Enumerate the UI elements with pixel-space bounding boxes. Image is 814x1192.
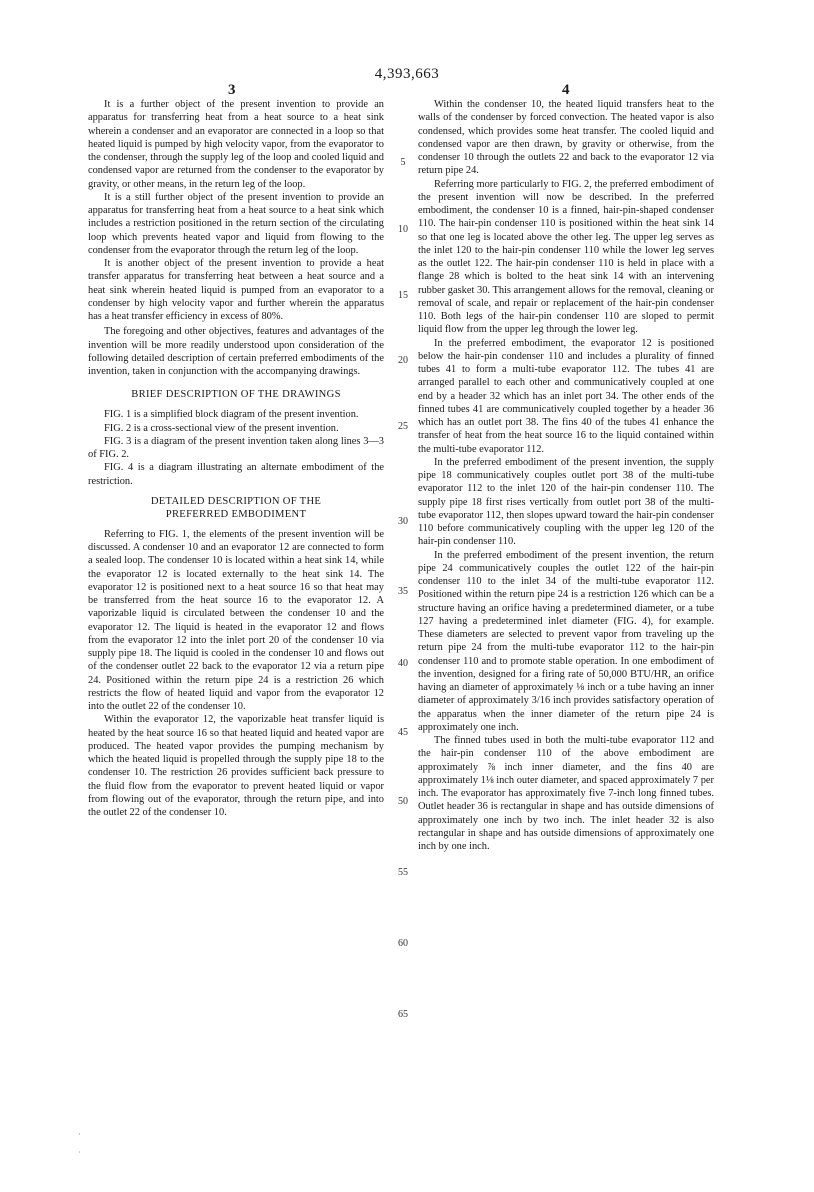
line-number: 25 — [398, 421, 408, 432]
column-number-right: 4 — [562, 82, 570, 98]
column-number-left: 3 — [228, 82, 236, 98]
scan-speck: · — [78, 1130, 81, 1139]
left-text-column — [88, 98, 384, 819]
paragraph: In the preferred embodiment, the evaporator 12 is positioned below the hair-pin condenser 110 and includes a plurality of finned tubes 41 to form a multi-tube evaporator 112. The tubes 41 are arranged parallel to each other and communicatively coupled at one end by a header 32 which has an inlet port 34. The other ends of the finned tubes 41 are communicatively coupled together by a header 36 which has an outlet port 38. The fins 40 of the tubes 41 enhance the transfer of heat from the heat source 16 to the liquid contained within the multi-tube evaporator 112. — [418, 337, 714, 455]
line-number: 20 — [398, 355, 408, 366]
line-number: 35 — [398, 586, 408, 597]
paragraph: In the preferred embodiment of the present invention, the return pipe 24 communicatively couples the outlet 122 of the hair-pin condenser 110 to the inlet 34 of the multi-tube evaporator 112. Positioned within the return pipe 24 is a restriction 126 which can be a structure having an orifice having a predetermined diameter, or a tube 127 having a predetermined inlet diameter (FIG. 4), for example. These diameters are selected to prevent vapor from traveling up the return pipe 24 from the multi-tube evaporator 112 to the hair-pin condenser 110 and to promote stable operation. In one embodiment of the invention, designed for a firing rate of 50,000 BTU/HR, an orifice having an diameter of approximately ⅛ inch or a tube having an inner diameter of approximately 3/16 inch provides satisfactory operation of the apparatus when the inner diameter of the return pipe 24 is approximately one inch. — [418, 549, 714, 733]
paragraph: FIG. 4 is a diagram illustrating an alternate embodiment of the restriction. — [88, 462, 384, 487]
paragraph: Referring to FIG. 1, the elements of the present invention will be discussed. A condenser 10 and an evaporator 12 are connected to form a sealed loop. The condenser 10 is located within a heat sink 14, while the evaporator 12 is located externally to the heat sink 14. The evaporator 12 is positioned next to a heat source 16 so that heat may be transferred from the heat source 16 to the evaporator 12. A vaporizable liquid is circulated between the condenser 10 and the evaporator 12. The liquid is heated in the evaporator 12 and flows from the evaporator 12 into the inlet port 20 of the condenser 10 via supply pipe 18. The liquid is cooled in the condenser 10 and flows out of the condenser outlet 22 back to the evaporator 12 via a return pipe 24. Positioned within the return pipe 24 is a restriction 26 which restricts the flow of heated liquid and vapor from the evaporator 12 into the outlet 22 of the condenser 10. — [88, 528, 384, 712]
line-number: 55 — [398, 867, 408, 878]
paragraph: FIG. 2 is a cross-sectional view of the present invention. — [104, 422, 339, 434]
line-number: 40 — [398, 658, 408, 669]
paragraph: The finned tubes used in both the multi-tube evaporator 112 and the hair-pin condenser 110 of the above embodiment are approximately ⅞ inch inner diameter, and the fins 40 are approximately 1⅛ inch outer diameter, and spaced approximately 7 per inch. The evaporator has approximately five 7-inch long finned tubes. Outlet header 36 is rectangular in shape and has outside dimensions of approximately one inch by two inch. The inlet header 32 is also rectangular in shape and has outside dimensions of approximately one inch by one inch. — [418, 735, 714, 852]
paragraph: FIG. 1 is a simplified block diagram of the present invention. — [104, 409, 359, 421]
line-number: 60 — [398, 938, 408, 949]
section-heading-detailed-description: DETAILED DESCRIPTION OF THE PREFERRED EMBODIMENT — [150, 495, 322, 520]
line-number: 30 — [398, 516, 408, 527]
paragraph: The foregoing and other objectives, features and advantages of the invention will be more readily understood upon consideration of the following detailed description of certain preferred embodiments of the invention, taken in conjunction with the accompanying drawings. — [88, 326, 384, 377]
right-text-column — [418, 98, 714, 853]
paragraph: It is a still further object of the present invention to provide an apparatus for transferring heat from a heat source to a heat sink which includes a restriction positioned in the return section of the circulating loop which prevents heated vapor and liquid from flowing to the condenser from the evaporator through the return leg of the loop. — [88, 191, 384, 256]
paragraph: It is a further object of the present invention to provide an apparatus for transferring heat from a heat source to a heat sink wherein a condenser and an evaporator are connected in a loop so that heated liquid is pumped by high velocity vapor, from the evaporator to the condenser, through the supply leg of the loop and cooled liquid and condensed vapor are returned from the condenser to the evaporator by gravity, or other means, in the return leg of the loop. — [88, 99, 384, 190]
scan-speck: · — [78, 1148, 81, 1157]
paragraph: Within the condenser 10, the heated liquid transfers heat to the walls of the condenser by forced convection. The heated vapor is also condensed, which provides some heat transfer. The cooled liquid and condensed vapor are then drawn, by gravity or otherwise, from the condenser 10 through the outlets 22 and back to the evaporator 12 via return pipe 24. — [418, 99, 714, 177]
paragraph: Referring more particularly to FIG. 2, the preferred embodiment of the present invention will now be described. In the preferred embodiment, the condenser 10 is a finned, hair-pin-shaped condenser 110. The hair-pin condenser 110 is positioned within the heat sink 14 so that one leg is located above the other leg. The upper leg serves as the inlet 120 to the hair-pin condenser 110 while the lower leg serves as the outlet 122. The hair-pin condenser 110 is held in place with a flange 28 which is bolted to the heat sink 14 with an intervening rubber gasket 30. This arrangement allows for the removal, cleaning or removal of scale, and repair or replacement of the hair-pin condenser 110. Both legs of the hair-pin condenser 110 are sloped to permit liquid flow from the upper leg through the lower leg. — [418, 178, 714, 336]
section-heading-brief-description: BRIEF DESCRIPTION OF THE DRAWINGS — [131, 389, 341, 401]
line-number: 15 — [398, 290, 408, 301]
paragraph: It is another object of the present invention to provide a heat transfer apparatus for transferring heat between a heat source and a heat sink wherein heated liquid is pumped from an evaporator to a condenser by high velocity vapor and further wherein the apparatus has a heat transfer efficiency in excess of 80%. — [88, 258, 384, 322]
line-number: 45 — [398, 727, 408, 738]
paragraph: FIG. 3 is a diagram of the present invention taken along lines 3—3 of FIG. 2. — [88, 435, 384, 460]
line-number: 5 — [400, 157, 406, 168]
line-number: 50 — [398, 796, 408, 807]
paragraph: In the preferred embodiment of the present invention, the supply pipe 18 communicatively couples outlet port 38 of the multi-tube evaporator 112 to the inlet 120 of the hair-pin condenser 110. The supply pipe 18 first rises vertically from outlet port 38 of the multi-tube evaporator 112, then slopes upward toward the hair-pin condenser 110 before communicatively coupling with the upper leg 120 of the hair-pin condenser 110. — [418, 456, 714, 548]
patent-number: 4,393,663 — [374, 66, 440, 82]
line-number: 65 — [398, 1009, 408, 1020]
line-number: 10 — [398, 224, 408, 235]
paragraph: Within the evaporator 12, the vaporizable heat transfer liquid is heated by the heat source 16 so that heated liquid and heated vapor are produced. The heated vapor provides the pumping mechanism by which the heated liquid is propelled through the supply pipe 18 to the condenser 10. The restriction 26 provides sufficient back pressure to the fluid flow from the evaporator to prevent heated liquid or vapor from flowing out of the evaporator, through the return pipe, and into the outlet 22 of the condenser 10. — [88, 714, 384, 818]
